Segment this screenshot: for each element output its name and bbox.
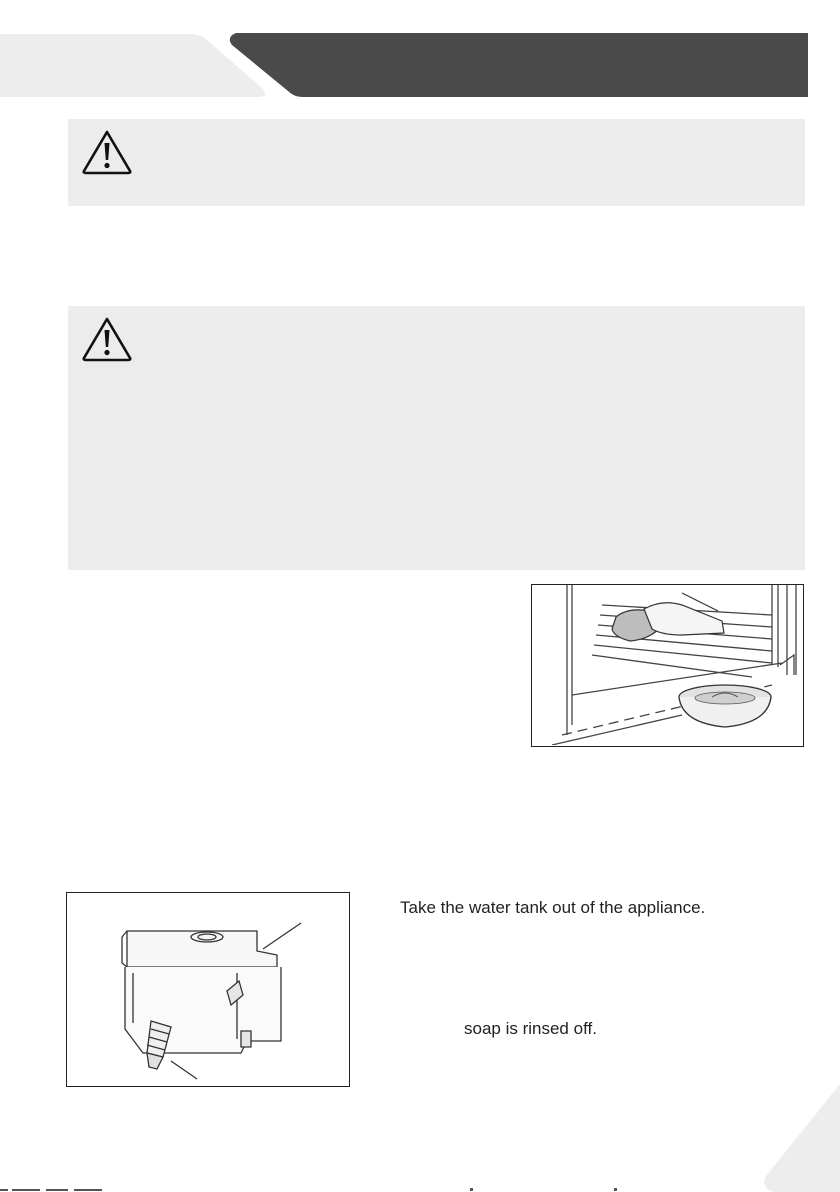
warning-triangle-icon bbox=[81, 129, 133, 175]
warning-notice-2 bbox=[68, 306, 805, 570]
step-take-out-tank: Take the water tank out of the appliance. bbox=[400, 898, 706, 917]
water-tank-drawing bbox=[67, 893, 348, 1085]
warning-triangle-icon bbox=[81, 316, 133, 362]
water-tank-illustration bbox=[66, 892, 350, 1087]
warning-notice-1 bbox=[68, 119, 805, 206]
bottom-edge-marks bbox=[0, 1186, 840, 1192]
cleaning-illustration bbox=[531, 584, 804, 747]
page-corner-tab bbox=[760, 1084, 840, 1192]
cleaning-drawing bbox=[532, 585, 802, 745]
step-rinse-soap: soap is rinsed off. bbox=[464, 1019, 597, 1038]
header-title-bar bbox=[228, 33, 810, 99]
